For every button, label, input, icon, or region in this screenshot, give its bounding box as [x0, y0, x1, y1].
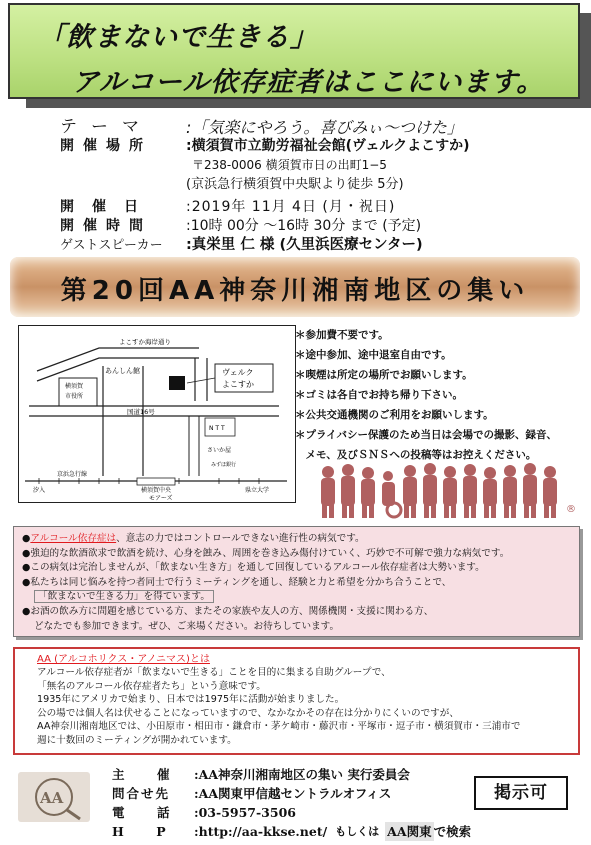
- map-label-mizuho: みずほ銀行: [211, 462, 237, 468]
- banner-title: 第20回AA神奈川湘南地区の集い: [60, 276, 530, 306]
- title-line1: 「飲まないで生きる」: [38, 22, 318, 53]
- sponsor-row: [112, 765, 482, 784]
- disease-line: ●私たちは同じ悩みを持つ者同士で行うミーティングを通し、経験と力と希望を分かち合うことで、: [22, 576, 452, 588]
- about-aa-line: アルコール依存症者が「飲まないで生きる」ことを目的に集まる自助グループで、: [37, 667, 391, 678]
- disease-keyword: アルコール依存症は: [30, 533, 117, 544]
- map-label-kenritsu: 県立大学: [245, 487, 270, 494]
- sponsor-value: :AA神奈川湘南地区の集い 実行委員会: [194, 767, 410, 782]
- time-value: :10時 00分 ～16時 30分 まで (予定): [186, 218, 422, 234]
- about-aa-line: 1935年にアメリカで始まり、日本では1975年に活動が始まりました。: [37, 694, 345, 706]
- date-label: 開催日: [60, 199, 156, 215]
- hp-or: もしくは: [335, 825, 380, 838]
- map-label-werk-2: よこすか: [222, 380, 254, 389]
- map-label-bay-road: よこすか海岸通り: [119, 338, 171, 346]
- theme-row: [60, 118, 560, 137]
- access-row: [60, 175, 560, 194]
- about-aa-box: [13, 647, 580, 755]
- hp-row: [112, 822, 482, 841]
- date-value: :2019年 11月 4日 (月・祝日): [186, 199, 396, 215]
- about-aa-line: 週に十数回のミーティングが開かれています。: [37, 734, 237, 746]
- note-item: ＊公共交通機関のご利用をお願いします。: [295, 409, 494, 421]
- map-label-ntt: N T T: [209, 425, 225, 432]
- speaker-row: [60, 236, 560, 255]
- posting-allowed-badge: 掲示可: [474, 776, 568, 810]
- sponsor-label: 主 催: [112, 767, 180, 782]
- venue-label: 開催場所: [60, 138, 152, 154]
- address-row: [60, 156, 560, 175]
- about-aa-title: AA (アルコホリクス・アノニマス)とは: [37, 654, 210, 665]
- disease-line: ●アルコール依存症は、意志の力ではコントロールできない進行性の病気です。: [22, 533, 365, 544]
- note-item: ＊ゴミは各自でお持ち帰り下さい。: [295, 389, 463, 401]
- phone-label: 電 話: [112, 805, 180, 820]
- disease-line: ●強迫的な飲酒欲求で飲酒を続け、心身を蝕み、周囲を巻き込み傷付けていく、巧妙で不可解で強力な病気です。: [22, 547, 510, 559]
- registered-mark: ®: [566, 504, 576, 515]
- access-value: (京浜急行横須賀中央駅より徒歩 5分): [186, 177, 404, 192]
- hp-search: で検索: [433, 824, 472, 839]
- title-box: [8, 3, 580, 99]
- address-value: 〒238-0006 横須賀市日の出町1−5: [192, 158, 387, 172]
- event-info: [60, 118, 560, 255]
- disease-line: ●この病気は完治しませんが、「飲まない生き方」を通して回復しているアルコール依存症者は大勢います。: [22, 562, 485, 574]
- note-item: ＊プライバシー保護のため当日は会場での撮影、録音、: [295, 429, 557, 441]
- hp-search-term: AA関東: [387, 824, 432, 839]
- speaker-value: :真栄里 仁 様 (久里浜医療センター): [186, 237, 423, 253]
- time-row: [60, 217, 560, 236]
- note-item: ＊喫煙は所定の場所でお願いします。: [295, 369, 473, 381]
- title-line2: アルコール依存症者はここにいます。: [72, 67, 545, 98]
- map-label-city-hall-1: 横須賀: [65, 383, 84, 390]
- access-map: [18, 325, 296, 503]
- disease-line: ●お酒の飲み方に問題を感じている方、またその家族や友人の方、関係機関・支援に関わる方、: [22, 605, 434, 617]
- disease-line: 「飲まないで生きる力」を得ています。: [22, 590, 571, 605]
- map-label-werk-1: ヴェルク: [222, 368, 254, 377]
- hp-label: H P: [112, 824, 176, 839]
- aa-logo-icon: [18, 772, 90, 822]
- notes-list: [295, 325, 585, 465]
- about-aa-line: AA神奈川湘南地区では、小田原市・相田市・鎌倉市・茅ケ崎市・藤沢市・平塚市・逗子市・横須賀市・三浦市で: [37, 721, 521, 733]
- map-label-saika: さいか屋: [207, 447, 232, 454]
- time-label: 開催時間: [60, 218, 152, 234]
- venue-value: :横須賀市立勤労福祉会館(ヴェルクよこすか): [186, 138, 470, 154]
- theme-label: テーマ: [60, 117, 153, 137]
- theme-value: :「気楽にやろう。喜びみぃ～つけた」: [186, 118, 463, 137]
- event-banner: [10, 257, 580, 317]
- about-aa-line: 公の場では個人名は伏せることになっていますので、なかなかその存在は分かりにくいのですが、: [37, 707, 459, 719]
- contact-row: [112, 784, 482, 803]
- phone-value: :03-5957-3506: [194, 805, 296, 820]
- aa-logo-text: AA: [40, 789, 64, 807]
- note-item: メモ、及びＳＮＳへの投稿等はお控えください。: [295, 449, 537, 461]
- people-silhouette-icon: [316, 460, 580, 520]
- about-aa-line: 「無名のアルコール依存症者たち」という意味です。: [37, 680, 266, 692]
- aa-logo: [18, 772, 90, 822]
- map-label-city-hall-2: 市役所: [65, 393, 84, 400]
- map-label-mores: モアーズ: [149, 495, 173, 501]
- date-row: [60, 198, 560, 217]
- about-disease-box: [13, 526, 580, 637]
- map-label-yokosuka-chuo: 横須賀中央: [141, 487, 172, 494]
- phone-row: [112, 803, 482, 822]
- contact-value: :AA関東甲信越セントラルオフィス: [194, 786, 392, 801]
- map-label-route16: 国道16号: [127, 408, 155, 416]
- venue-row: [60, 137, 560, 156]
- map-werk-building: [169, 376, 185, 390]
- disease-line: どなたでも参加できます。ぜひ、ご来場ください。お待ちしています。: [34, 620, 340, 632]
- map-label-shioiri: 汐入: [33, 487, 46, 494]
- footer-contacts: [112, 765, 482, 841]
- map-label-keikyu: 京浜急行線: [57, 471, 88, 478]
- note-item: ＊途中参加、途中退室自由です。: [295, 349, 452, 361]
- speaker-label: ゲストスピーカー: [60, 238, 163, 253]
- hp-value[interactable]: :http://aa-kkse.net/: [194, 824, 328, 839]
- note-item: ＊参加費不要です。: [295, 329, 389, 341]
- map-label-anshinkan: あんしん館: [105, 367, 140, 375]
- contact-label: 問合せ先: [112, 786, 171, 801]
- map-drawing: [19, 326, 294, 501]
